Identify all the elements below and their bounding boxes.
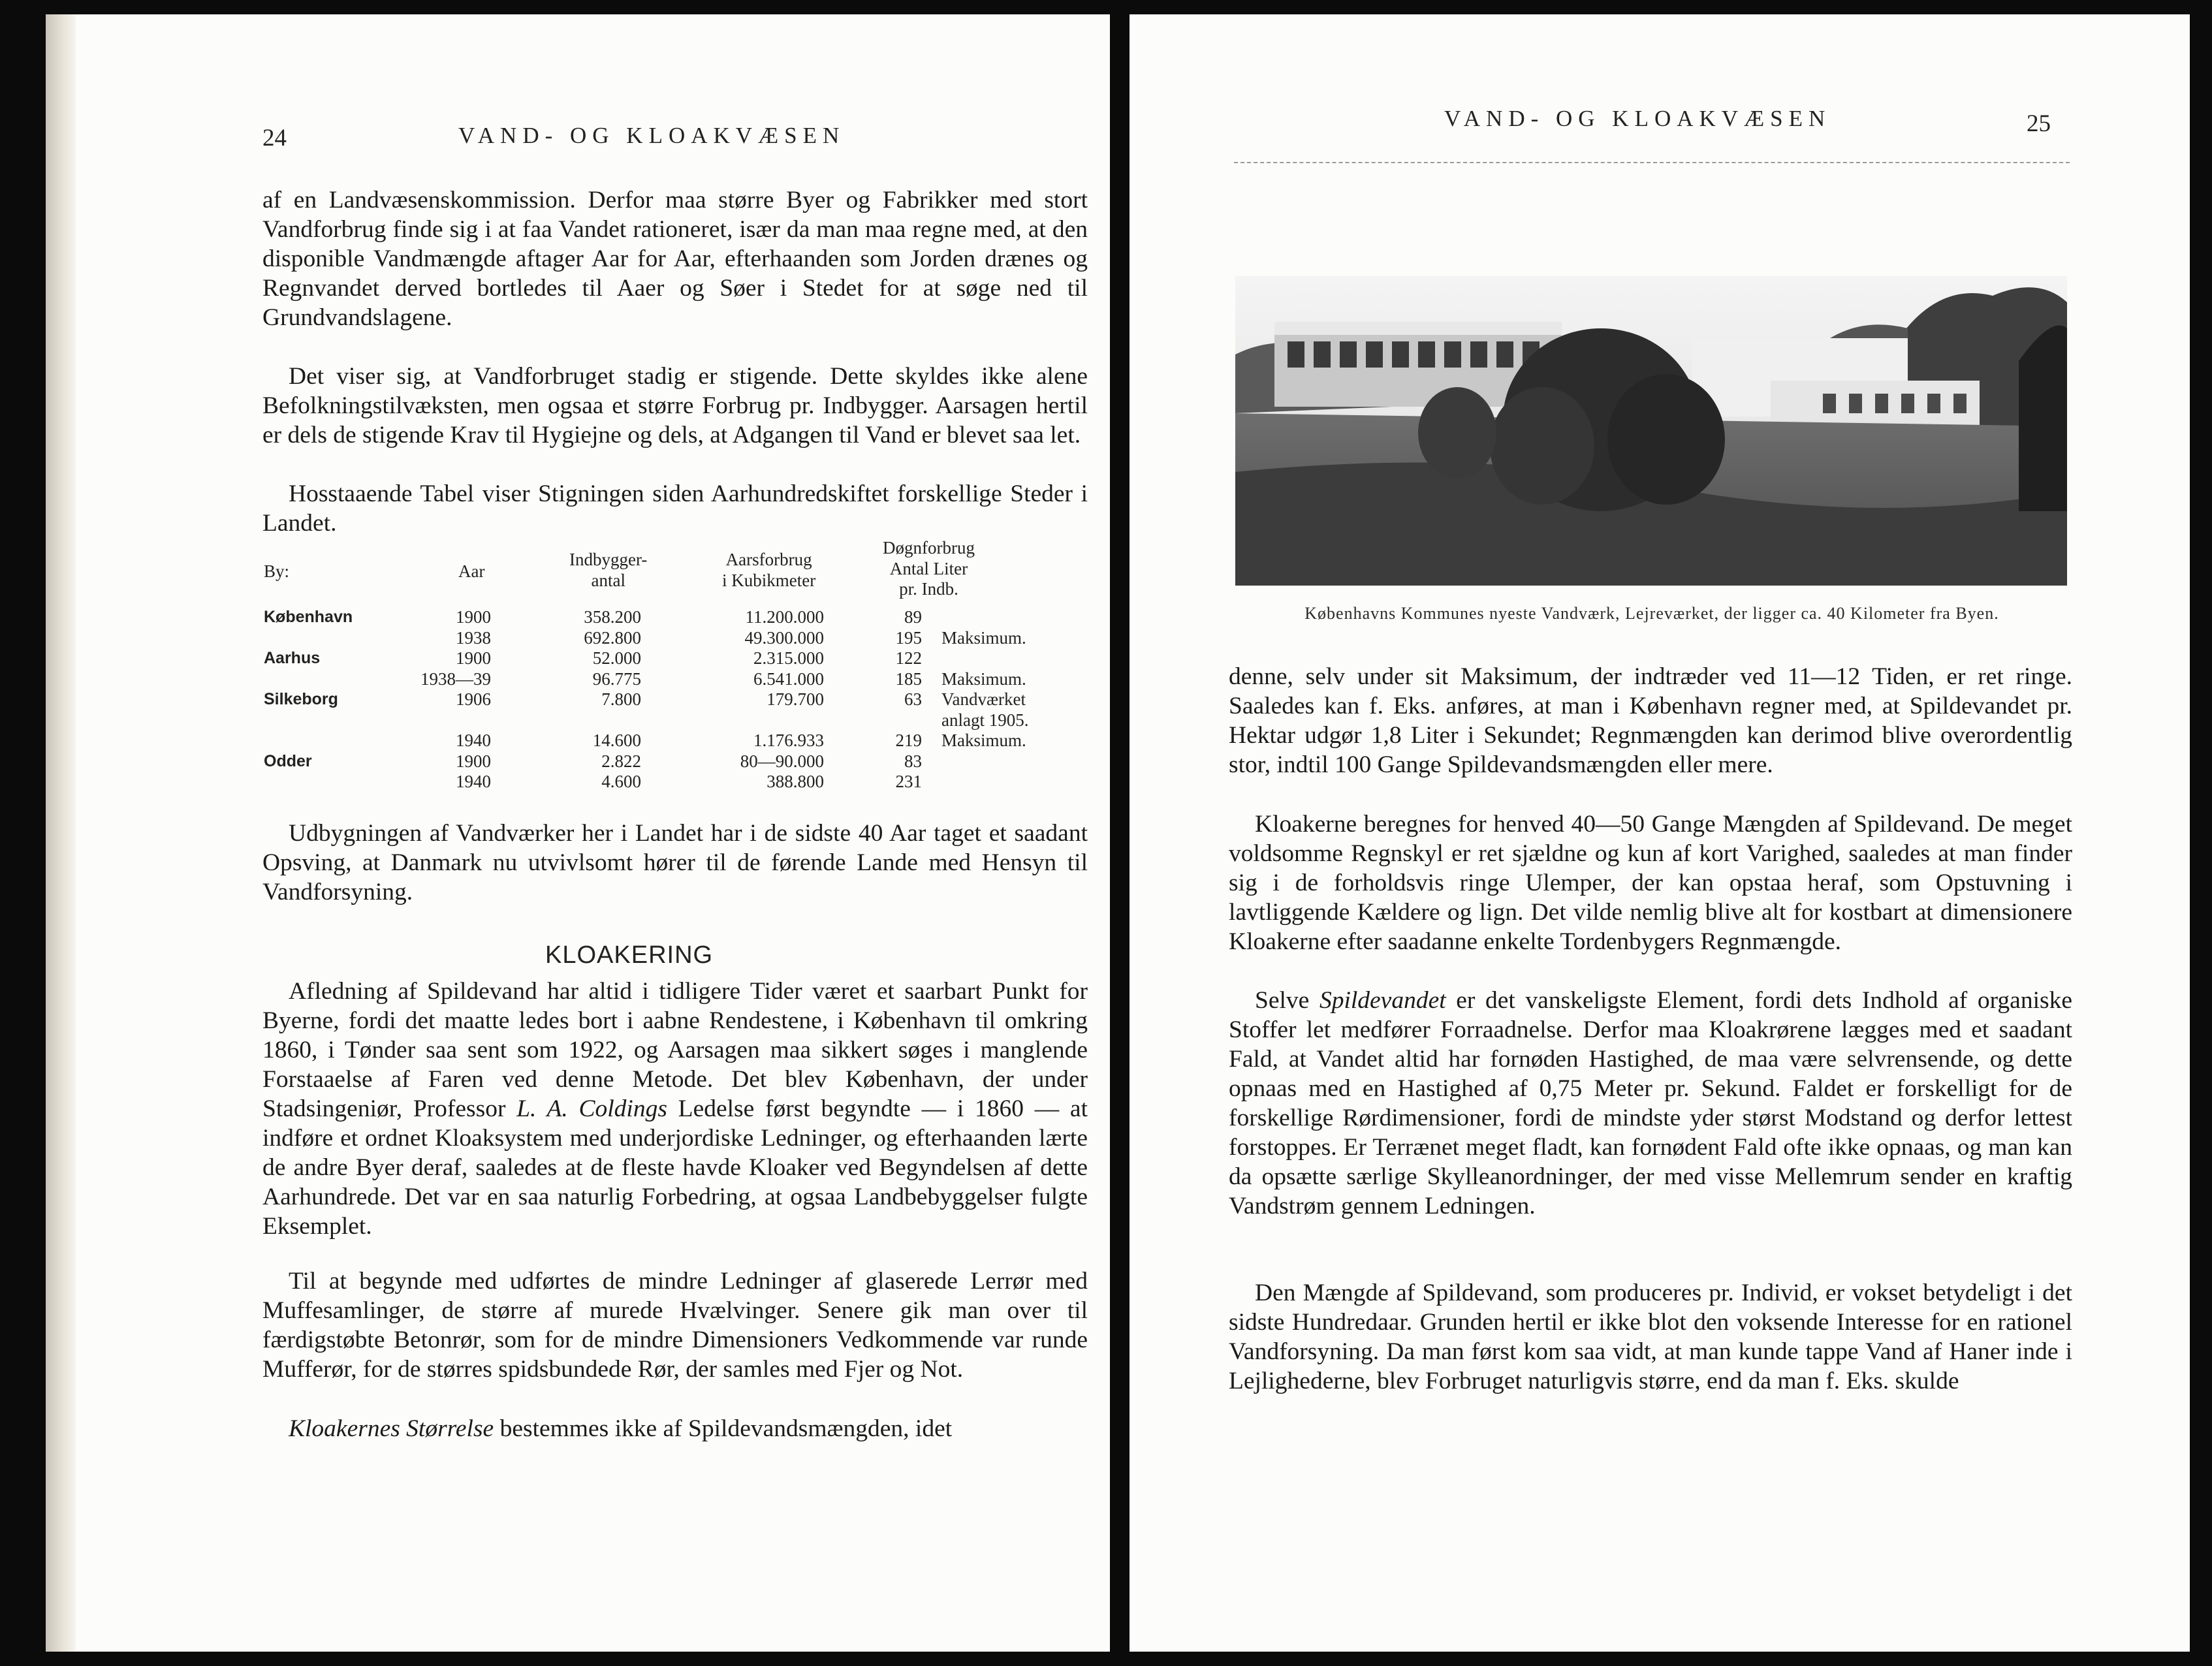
table-cell-annual: 6.541.000 bbox=[753, 668, 824, 689]
table-cell-year: 1900 bbox=[456, 607, 491, 627]
table-cell-city: Silkeborg bbox=[264, 690, 338, 708]
table-cell-pop: 4.600 bbox=[601, 772, 641, 791]
table-header: By: bbox=[264, 561, 290, 581]
text: Selve bbox=[1255, 987, 1319, 1014]
book-edge bbox=[46, 14, 76, 1652]
table-cell-daily: 63 bbox=[904, 689, 922, 709]
italic-name: L. A. Coldings bbox=[516, 1095, 667, 1122]
italic-term: Kloakernes Størrelse bbox=[289, 1415, 494, 1442]
table-cell-daily: 83 bbox=[904, 751, 922, 771]
table-cell-year: 1938 bbox=[456, 627, 491, 648]
text: Ledelse først begyndte — i 1860 — at indføre et ordnet Kloaksystem med underjordiske Ledninger, og efterhaanden lærte de andre Byer deraf, saaledes at de fleste havde Kloaker ved Begyndelsen af dette Aarhundrede. Det var en saa naturlig Forbedring, at ogsaa Landbebyggelser fulgte Eksemplet. bbox=[262, 1095, 1088, 1240]
paragraph bbox=[1229, 986, 2072, 1221]
table-cell-pop: 358.200 bbox=[584, 607, 641, 627]
table-cell-pop: 2.822 bbox=[601, 751, 641, 771]
table-cell-city: Aarhus bbox=[264, 649, 321, 667]
paragraph bbox=[262, 977, 1088, 1241]
paragraph: Det viser sig, at Vandforbruget stadig er stigende. Dette skyldes ikke alene Befolkningstilvæksten, men ogsaa et større Forbrug pr. Indbygger. Aarsagen hertil er dels de stigende Krav til Hygiejne og dels, at Adgangen til Vand er blevet saa let. bbox=[262, 363, 1088, 448]
table-cell-annual: 80—90.000 bbox=[740, 751, 824, 771]
section-heading: KLOAKERING bbox=[545, 941, 714, 969]
table-cell-annual: 388.800 bbox=[766, 772, 824, 791]
paragraph: Udbygningen af Vandværker her i Landet har i de sidste 40 Aar taget et saadant Opsving, at Danmark nu utvivlsomt hører til de førende Lande med Hensyn til Vandforsyning. bbox=[262, 820, 1088, 905]
running-head: VAND- OG KLOAKVÆSEN bbox=[458, 123, 845, 148]
table-cell-note: Maksimum. bbox=[941, 731, 1026, 750]
paragraph bbox=[262, 1414, 1088, 1443]
table-cell-pop: 14.600 bbox=[592, 731, 641, 750]
text: bestemmes ikke af Spildevandsmængden, idet bbox=[494, 1415, 953, 1442]
waterworks-photo bbox=[1235, 276, 2067, 586]
page-number: 25 bbox=[2027, 110, 2051, 137]
table-cell-daily: 122 bbox=[895, 648, 922, 668]
table-cell-daily: 89 bbox=[904, 607, 922, 627]
table-cell-note: Vandværket bbox=[941, 689, 1026, 709]
table-cell-daily: 195 bbox=[895, 627, 922, 648]
table-cell-annual: 2.315.000 bbox=[753, 648, 824, 668]
paragraph: denne, selv under sit Maksimum, der indtræder ved 11—12 Tiden, er ret ringe. Saaledes kan f. Eks. anføres, at man i København regner med, at Spildevandet pr. Hektar udgør 1,8 Liter i Sekundet; Regnmængden kan derimod blive overordentlig stor, indtil 100 Gange Spildevandsmængden eller mere. bbox=[1229, 663, 2072, 778]
paragraph: Til at begynde med udførtes de mindre Ledninger af glaserede Lerrør med Muffesamlinger, de større af murede Hvælvinger. Senere gik man over til færdigstøbte Betonrør, som for de mindre Dimensioners Vedkommende var runde Mufferør, for de størres spidsbundede Rør, der samles med Fjer og Not. bbox=[262, 1268, 1088, 1383]
waterworks-illustration bbox=[1235, 276, 2067, 586]
table-header: Indbygger- antal bbox=[569, 550, 648, 590]
table-cell-pop: 96.775 bbox=[592, 668, 641, 689]
left-page bbox=[46, 14, 1110, 1652]
table-cell-annual: 179.700 bbox=[766, 689, 824, 709]
table-header: Aar bbox=[458, 561, 485, 581]
divider bbox=[1234, 162, 2070, 163]
table-cell-city: Odder bbox=[264, 751, 312, 770]
table-cell-daily: 185 bbox=[895, 668, 922, 689]
table-cell-pop: 692.800 bbox=[584, 627, 641, 648]
paragraph: Hosstaaende Tabel viser Stigningen siden Aarhundredskiftet forskellige Steder i Landet. bbox=[262, 480, 1088, 537]
table-cell-city: København bbox=[264, 608, 353, 626]
table-cell-annual: 11.200.000 bbox=[745, 607, 824, 627]
running-head: VAND- OG KLOAKVÆSEN bbox=[1444, 106, 1831, 131]
table-cell-daily: 231 bbox=[895, 772, 922, 791]
page-number: 24 bbox=[262, 125, 287, 151]
table-cell-year: 1900 bbox=[456, 648, 491, 668]
table-cell-note: Maksimum. bbox=[941, 668, 1026, 689]
table-cell-year: 1940 bbox=[456, 731, 491, 750]
table-header: Aarsforbrug i Kubikmeter bbox=[722, 550, 816, 590]
table-header: Døgnforbrug Antal Liter pr. Indb. bbox=[883, 538, 975, 599]
table-cell-note: Maksimum. bbox=[941, 627, 1026, 648]
consumption-table bbox=[262, 535, 1088, 803]
italic-term: Spildevandet bbox=[1319, 987, 1446, 1014]
table-cell-year: 1900 bbox=[456, 751, 491, 771]
right-page bbox=[1130, 14, 2190, 1652]
table-cell-year: 1906 bbox=[456, 689, 491, 709]
paragraph: af en Landvæsenskommission. Derfor maa større Byer og Fabrikker med stort Vandforbrug finde sig i at faa Vandet rationeret, især da man maa regne med, at den disponible Vandmængde aftager Aar for Aar, efterhaanden som Jorden drænes og Regnvandet derved bortledes til Aaer og Søer i Stedet for at søge ned til Grundvandslagene. bbox=[262, 187, 1088, 331]
paragraph: Kloakerne beregnes for henved 40—50 Gange Mængden af Spildevand. De meget voldsomme Regnskyl er ret sjældne og kun af kort Varighed, saaledes at man finder sig i de forholdsvis ringe Ulemper, der kan opstaa heraf, som Opstuvning i lavtliggende Kældere og lign. Det vilde nemlig blive alt for kostbart at dimensionere Kloakerne efter saadanne enkelte Tordenbygers Regnmængde. bbox=[1229, 811, 2072, 955]
table-cell-pop: 52.000 bbox=[592, 648, 641, 668]
text: er det vanskeligste Element, fordi dets Indhold af organiske Stoffer let medfører Forraadnelse. Derfor maa Kloakrørene lægges med et saadant Fald, at Vandet altid har fornøden Hastighed, de maa være selvrensende, og dette opnaas med en Hastighed af 0,75 Meter pr. Sekund. Faldet er forskelligt for de forskellige Rørdimensioner, fordi de mindste yder størst Modstand og derfor lettest forstoppes. Er Terrænet meget fladt, kan fornødent Fald ofte ikke opnaas, og man kan da opsætte særlige Skylleanordninger, der med visse Mellemrum sender en kraftig Vandstrøm gennem Ledningen. bbox=[1229, 987, 2072, 1219]
photo-caption: Københavns Kommunes nyeste Vandværk, Lejreværket, der ligger ca. 40 Kilometer fra Byen. bbox=[1304, 604, 1999, 623]
paragraph: Den Mængde af Spildevand, som produceres pr. Individ, er vokset betydeligt i det sidste Hundredaar. Grunden hertil er ikke blot den voksende Interesse for en rationel Vandforsyning. Da man først kom saa vidt, at man kunde tappe Vand af Haner inde i Lejlighederne, blev Forbruget naturligvis større, end da man f. Eks. skulde bbox=[1229, 1280, 2072, 1394]
table-cell-year: 1938—39 bbox=[420, 668, 491, 689]
table-cell-annual: 1.176.933 bbox=[753, 731, 824, 750]
table-cell-pop: 7.800 bbox=[601, 689, 641, 709]
table-cell-note: anlagt 1905. bbox=[941, 710, 1029, 730]
table-cell-year: 1940 bbox=[456, 772, 491, 791]
table-cell-daily: 219 bbox=[895, 731, 922, 750]
table-cell-annual: 49.300.000 bbox=[744, 627, 824, 648]
text: Afledning af Spildevand har altid i tidligere Tider været et saarbart Punkt for Byerne, fordi det maatte ledes bort i aabne Rendestene, i København til omkring 1860, i Tønder saa sent som 1922, og Aarsagen maa sikkert søges i manglende Forstaaelse af Faren ved denne Metode. Det blev København, der under Stadsingeniør, Professor bbox=[262, 978, 1088, 1122]
